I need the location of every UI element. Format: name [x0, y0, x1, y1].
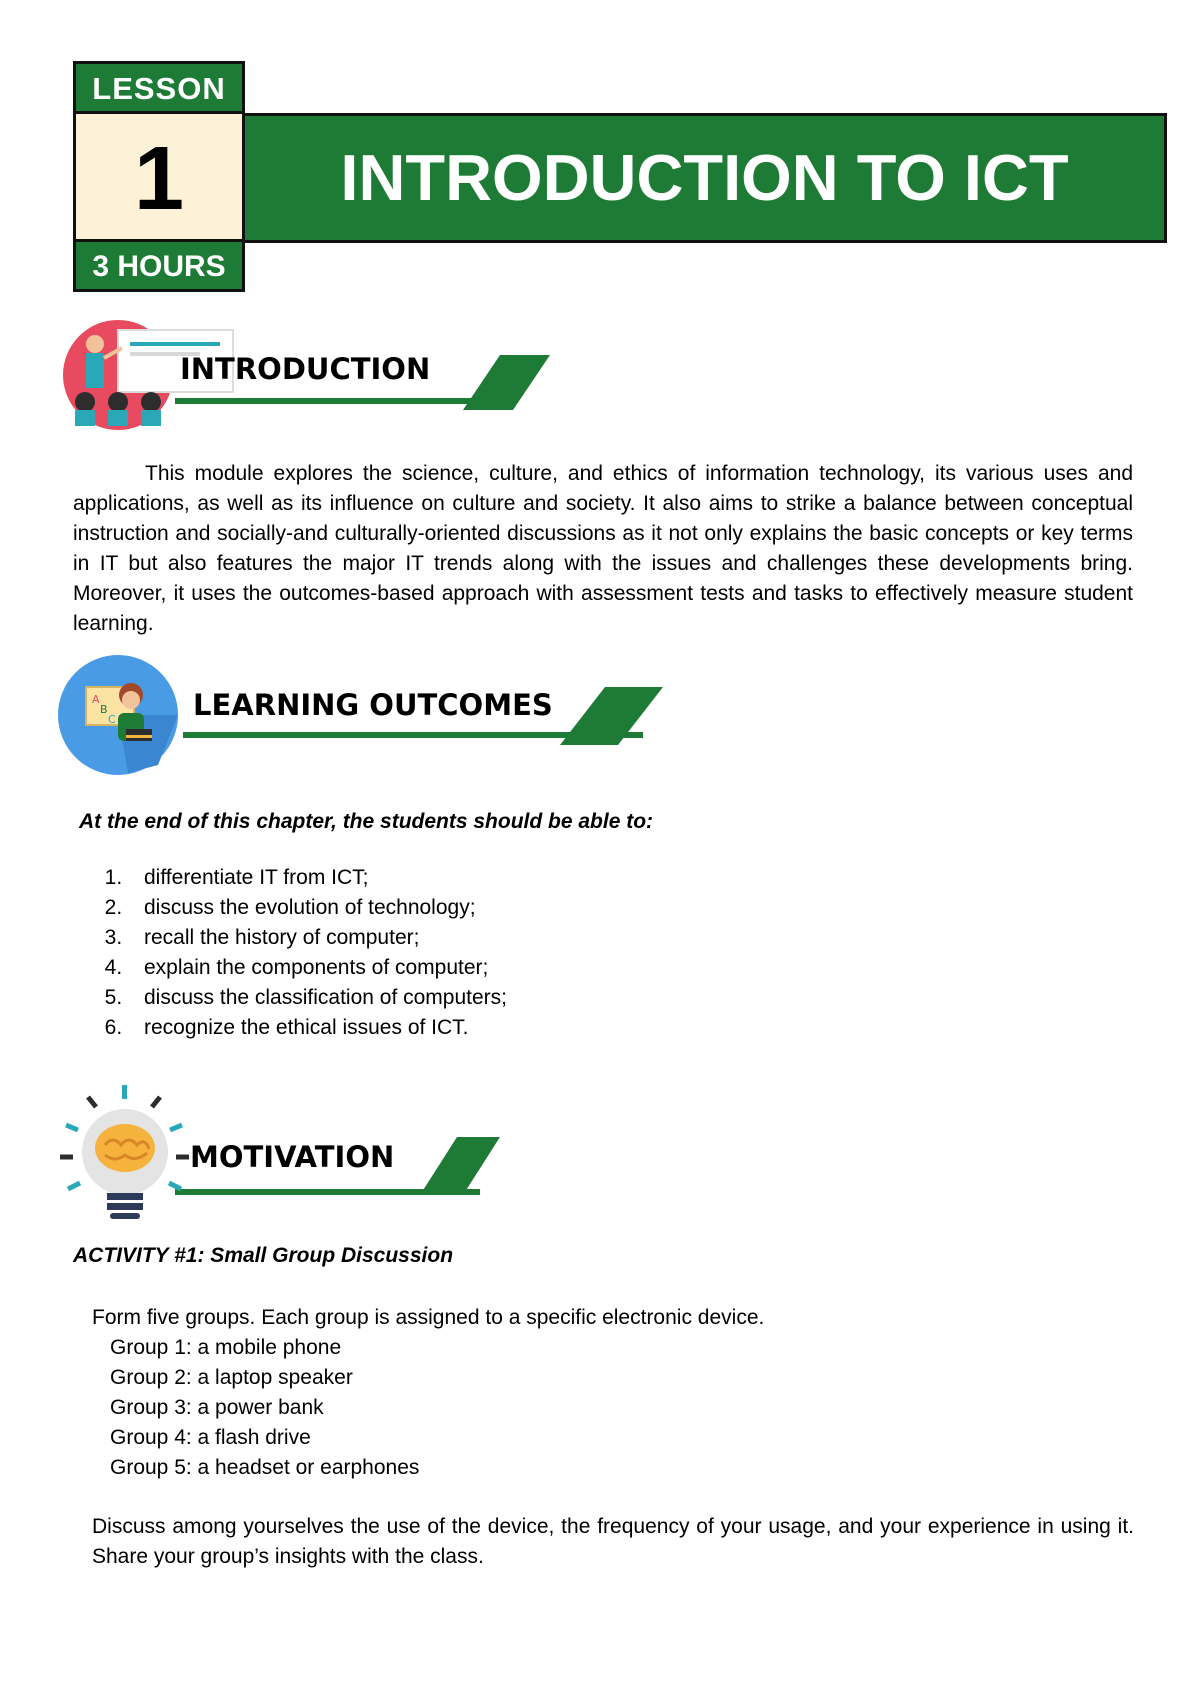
list-item: 6. recognize the ethical issues of ICT. [128, 1013, 728, 1043]
lesson-number: 1 [76, 114, 242, 245]
lesson-label: LESSON [76, 64, 242, 114]
lesson-badge [73, 61, 245, 292]
lesson-title: INTRODUCTION TO ICT [242, 113, 1167, 243]
outcomes-list [73, 863, 728, 1043]
lightbulb-brain-icon [60, 1085, 189, 1219]
learning-outcomes-heading: LEARNING OUTCOMES [193, 688, 553, 722]
list-item: 4. explain the components of computer; [128, 953, 728, 983]
list-item: 3. recall the history of computer; [128, 923, 728, 953]
svg-text:B: B [100, 703, 108, 716]
outcomes-intro: At the end of this chapter, the students should be able to: [79, 810, 654, 833]
introduction-heading: INTRODUCTION [180, 352, 431, 386]
activity-title: ACTIVITY #1: Small Group Discussion [73, 1244, 454, 1267]
motivation-heading: MOTIVATION [190, 1140, 395, 1174]
group-list [110, 1333, 419, 1483]
svg-text:C: C [108, 713, 116, 726]
list-item: 1. differentiate IT from ICT; [128, 863, 728, 893]
list-item: Group 5: a headset or earphones [110, 1456, 420, 1479]
list-item: 5. discuss the classification of computers; [128, 983, 728, 1013]
list-item: Group 3: a power bank [110, 1396, 324, 1419]
svg-text:A: A [92, 693, 100, 706]
teacher-board-icon [58, 655, 178, 775]
list-item: Group 1: a mobile phone [110, 1336, 342, 1359]
list-item: Group 4: a flash drive [110, 1426, 311, 1449]
introduction-paragraph: This module explores the science, culture, and ethics of information technology, its various uses and applications, as well as its influence on culture and society. It also aims to strike a balance between conceptual instruction and socially-and culturally-oriented discussions as it not only explains the basic concepts or key terms in IT but also features the major IT trends along with the issues and challenges these developments bring. Moreover, it uses the outcomes-based approach with assessment tests and tasks to effectively measure student learning. [73, 462, 1133, 635]
list-item: Group 2: a laptop speaker [110, 1366, 353, 1389]
activity-closing: Discuss among yourselves the use of the device, the frequency of your usage, and your experience in using it. Share your group’s insights with the class. [92, 1515, 1134, 1568]
lesson-hours: 3 HOURS [76, 239, 242, 289]
activity-instruction: Form five groups. Each group is assigned to a specific electronic device. [92, 1306, 765, 1329]
list-item: 2. discuss the evolution of technology; [128, 893, 728, 923]
